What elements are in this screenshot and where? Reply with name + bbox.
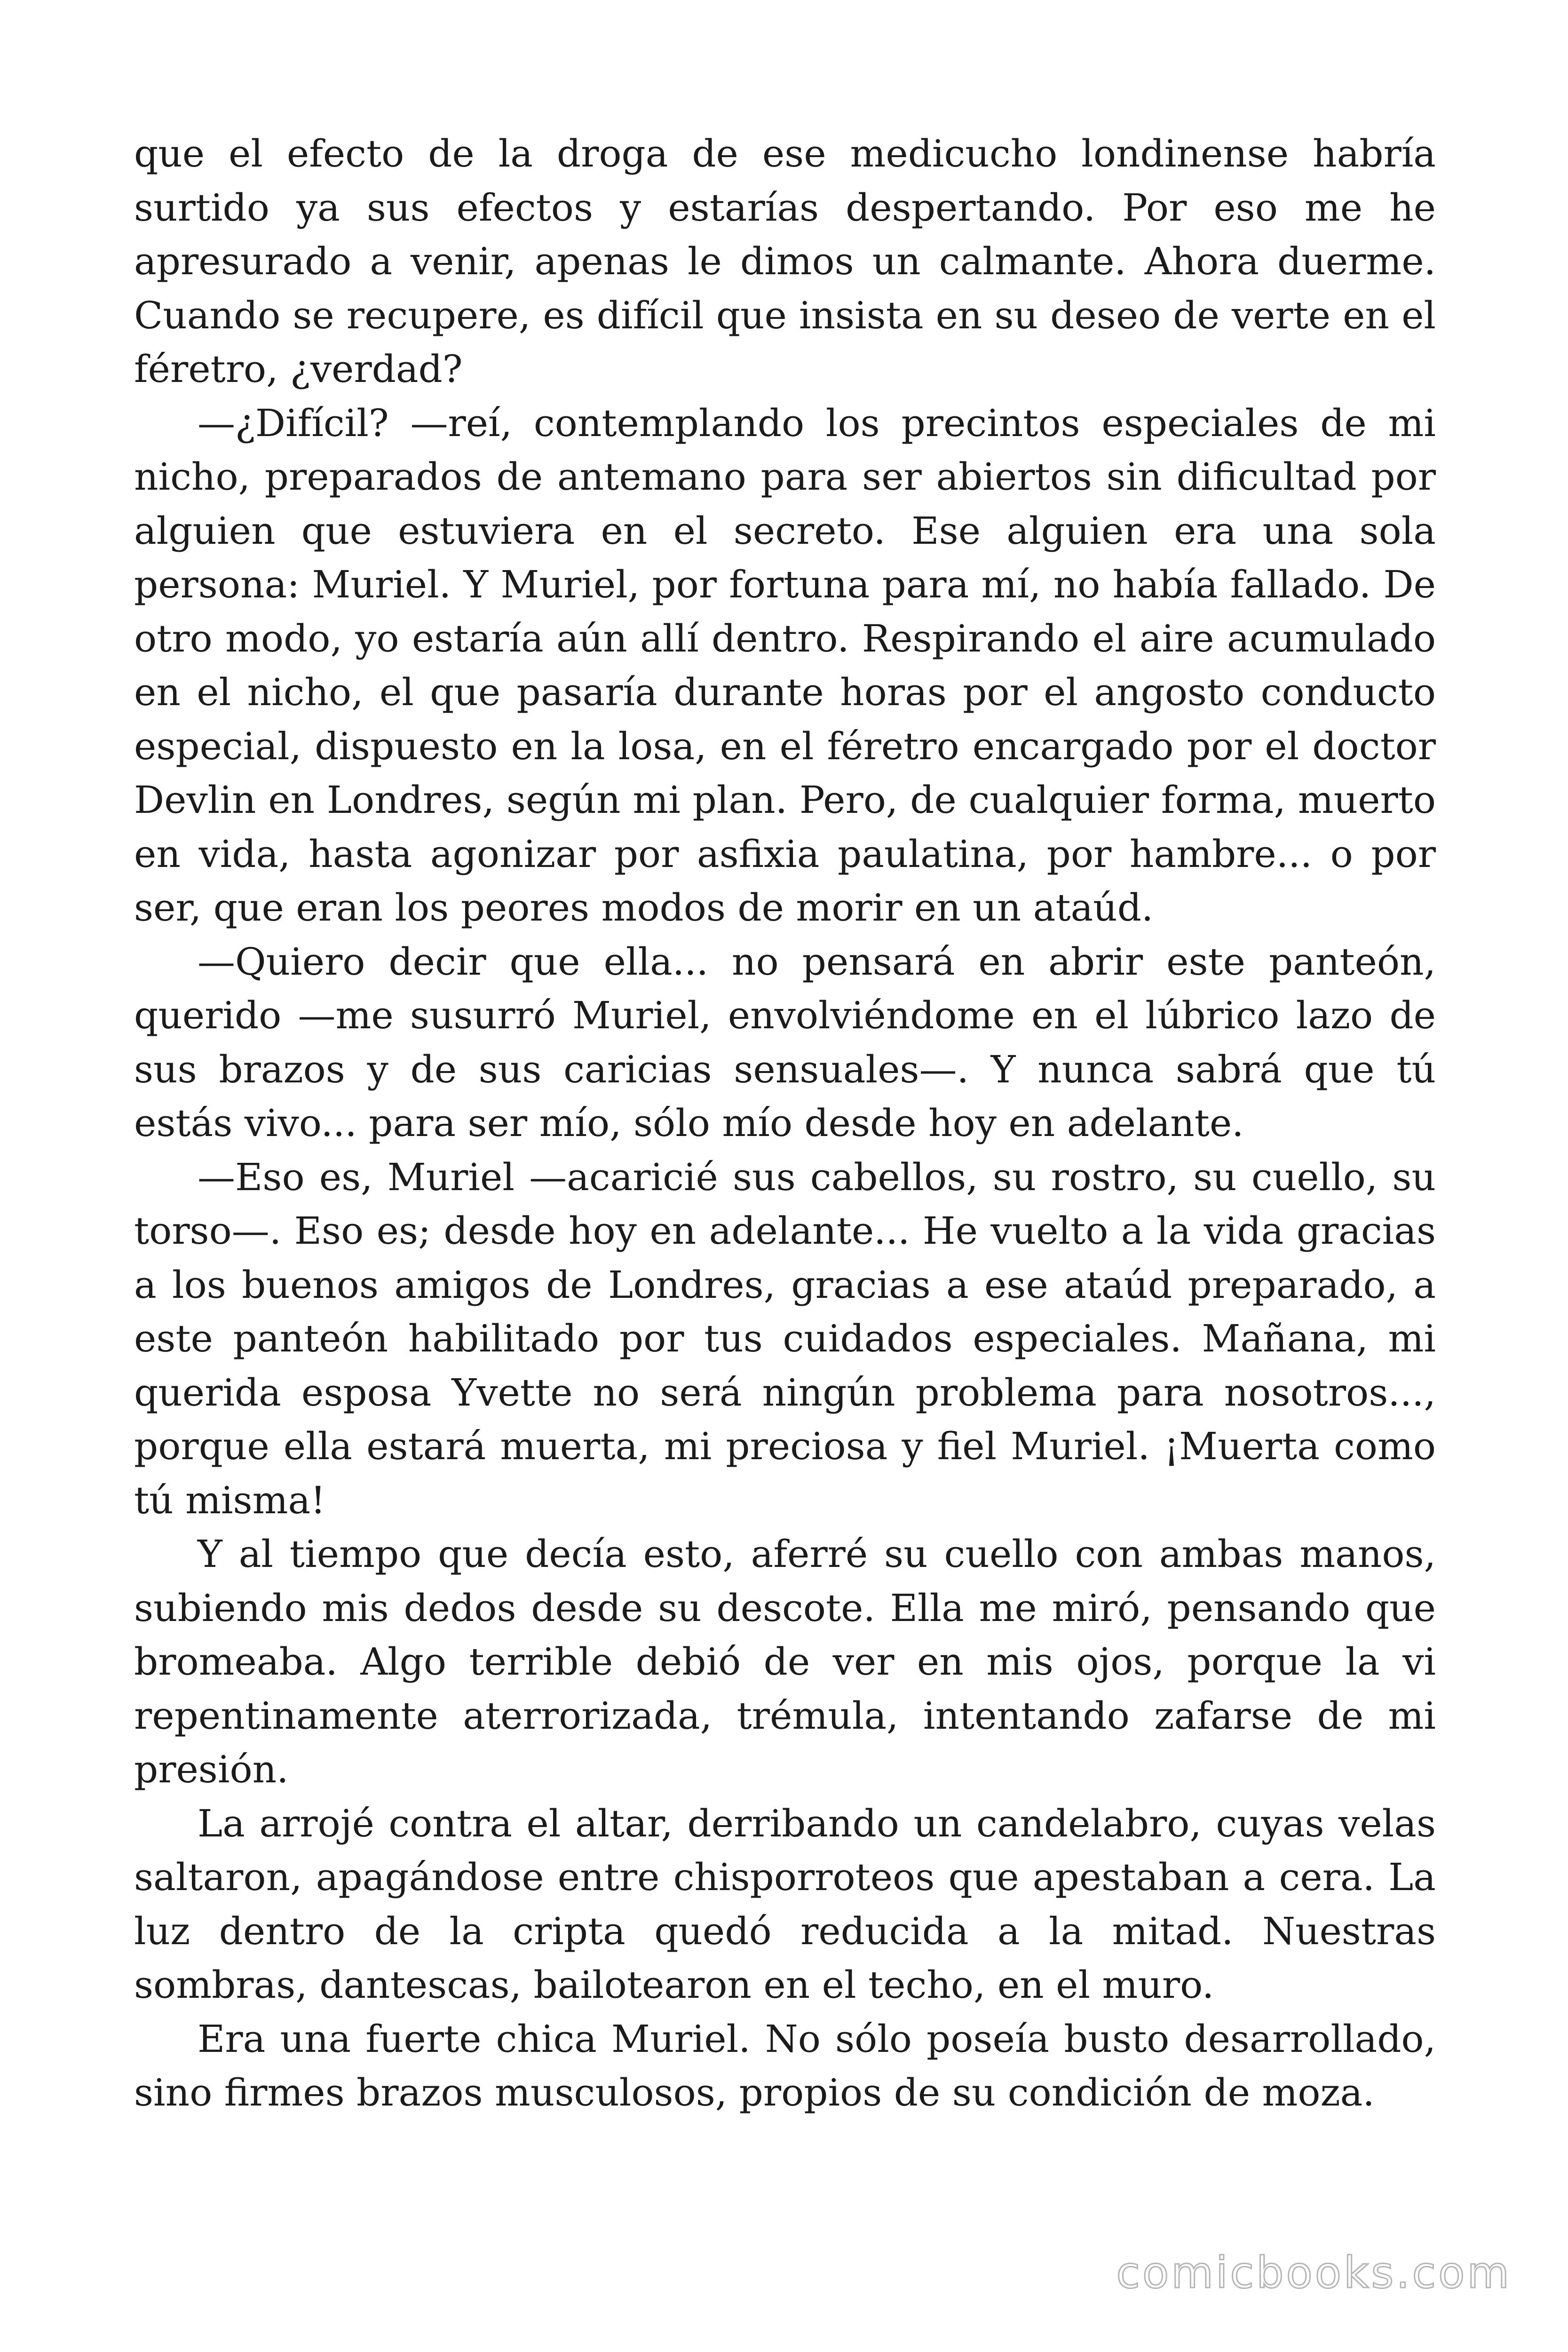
paragraph: —Quiero decir que ella... no pensará en abrir este panteón, querido —me susurró Muriel, envolviéndome en el lúbrico lazo de sus brazos y de sus caricias sensuales—. Y nunca sabrá que tú estás vivo... para ser mío, sólo mío desde hoy en adelante. <box>134 939 1436 1145</box>
paragraph: Era una fuerte chica Muriel. No sólo poseía busto desarrollado, sino firmes brazos musculosos, propios de su condición de moza. <box>134 2017 1436 2114</box>
paragraph: La arrojé contra el altar, derribando un candelabro, cuyas velas saltaron, apagándose entre chisporroteos que apestaban a cera. La luz dentro de la cripta quedó reducida a la mitad. Nuestras sombras, dantescas, bailotearon en el techo, en el muro. <box>134 1801 1436 2007</box>
paragraph: —Eso es, Muriel —acaricié sus cabellos, su rostro, su cuello, su torso—. Eso es; desde hoy en adelante... He vuelto a la vida gracias a los buenos amigos de Londres, gracias a ese ataúd preparado, a este panteón habilitado por tus cuidados especiales. Mañana, mi querida esposa Yvette no será ningún problema para nosotros..., porque ella estará muerta, mi preciosa y fiel Muriel. ¡Muerta como tú misma! <box>134 1155 1436 1522</box>
paragraph: —¿Difícil? —reí, contemplando los precintos especiales de mi nicho, preparados de antemano para ser abiertos sin dificultad por alguien que estuviera en el secreto. Ese alguien era una sola persona: Muriel. Y Muriel, por fortuna para mí, no había fallado. De otro modo, yo estaría aún allí dentro. Respirando el aire acumulado en el nicho, el que pasaría durante horas por el angosto conducto especial, dispuesto en la losa, en el féretro encargado por el doctor Devlin en Londres, según mi plan. Pero, de cualquier forma, muerto en vida, hasta agonizar por asfixia paulatina, por hambre... o por ser, que eran los peores modos de morir en un ataúd. <box>134 401 1436 930</box>
book-page-text <box>134 127 1436 2120</box>
paragraph: que el efecto de la droga de ese medicucho londinense habría surtido ya sus efectos y estarías despertando. Por eso me he apresurado a venir, apenas le dimos un calmante. Ahora duerme. Cuando se recupere, es difícil que insista en su deseo de verte en el féretro, ¿verdad? <box>134 132 1436 391</box>
paragraph: Y al tiempo que decía esto, aferré su cuello con ambas manos, subiendo mis dedos desde su descote. Ella me miró, pensando que bromeaba. Algo terrible debió de ver en mis ojos, porque la vi repentinamente aterrorizada, trémula, intentando zafarse de mi presión. <box>134 1532 1436 1791</box>
watermark: comicbooks.com <box>1116 2248 1512 2298</box>
